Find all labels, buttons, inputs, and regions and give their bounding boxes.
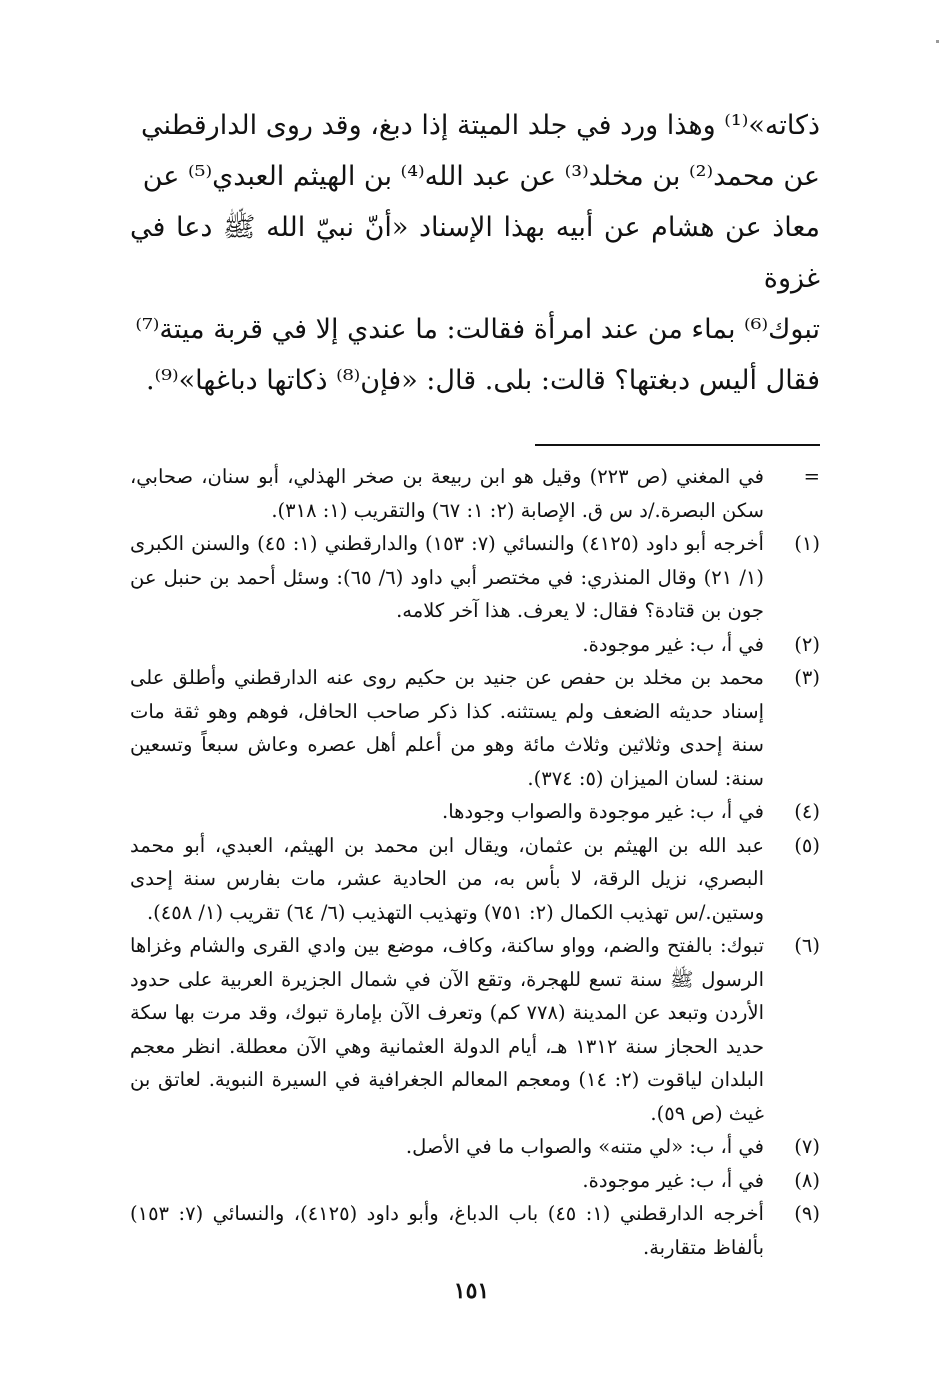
book-page [130,100,820,1350]
footnote-9 [130,1197,820,1264]
footnote-text: في أ، ب: غير موجودة. [582,632,764,656]
main-line: معاذ عن هشام عن أبيه بهذا الإسناد «أنّ نبيّ الله ﷺ دعا في غزوة [130,212,820,294]
footnote-4 [130,795,820,829]
footnote-number: (٦) [794,934,820,957]
footnote-5 [130,829,820,930]
footnote-1 [130,527,820,628]
footnote-text: في أ، ب: «لي متنه» والصواب ما في الأصل. [405,1135,764,1158]
main-line: عن محمد⁽²⁾ بن مخلد⁽³⁾ عن عبد الله⁽⁴⁾ بن الهيثم العبدي⁽⁵⁾ عن [142,161,820,192]
main-line: ذكاته»⁽¹⁾ وهذا ورد في جلد الميتة إذا دبغ، وقد روى الدارقطني [140,110,820,141]
footnote-6 [130,929,820,1130]
margin-mark [936,40,939,43]
footnote-text: في أ، ب: غير موجودة والصواب وجودها. [442,800,764,823]
footnote-7 [130,1130,820,1164]
footnote-8 [130,1164,820,1198]
footnote-number: (٤) [794,800,820,823]
footnote-number: = [803,465,820,488]
footnote-text: محمد بن مخلد بن حفص عن جنيد بن حكيم روى عنه الدارقطني وأطلق على إسناد حديثه الضعف ولم يستثنه. كذا ذكر صاحب الحافل، فوهم وهو ثقة مات سنة إحدى وثلاثين وثلاث مائة وهو من أعلم أهل عصره وعاش سبعاً وتسعين سنة: لسان الميزان (٥: ٣٧٤). [130,666,764,790]
main-line: فقال أليس دبغتها؟ قالت: بلى. قال: «فإن⁽⁸⁾ ذكاتها دباغها»⁽⁹⁾. [145,365,820,396]
footnote-text: أخرجه الدارقطني (١: ٤٥) باب الدباغ، وأبو داود (٤١٢٥)، والنسائي (٧: ١٥٣) بألفاظ متقاربة. [130,1202,764,1259]
main-line: تبوك⁽⁶⁾ بماء من عند امرأة فقالت: ما عندي إلا في قربة ميتة⁽⁷⁾ [135,314,820,345]
footnote-divider [535,444,820,446]
footnote-number: (٨) [794,1168,820,1192]
footnote-number: (٣) [794,666,820,689]
footnotes [130,460,820,1264]
footnote-continuation [130,460,820,527]
footnote-number: (٩) [794,1202,820,1225]
footnote-text: تبوك: بالفتح والضم، وواو ساكنة، وكاف، موضع بين وادي القرى والشام وغزاها الرسول ﷺ سنة تسع للهجرة، وتقع الآن في شمال الجزيرة العربية على حدود الأردن وتبعد عن المدينة (٧٧٨ كم) وتعرف الآن بإمارة تبوك، وقد مرت بها سكة حديد الحجاز سنة ١٣١٢ هـ، أيام الدولة العثمانية وهي الآن معطلة. انظر معجم البلدان لياقوت (٢: ١٤) ومعجم المعالم الجغرافية في السيرة النبوية. لعاتق بن غيث (ص ٥٩). [130,934,764,1125]
footnote-number: (٧) [794,1135,820,1158]
footnote-text: أخرجه أبو داود (٤١٢٥) والنسائي (٧: ١٥٣) والدارقطني (١: ٤٥) والسنن الكبرى (١/ ٢١) وقال المنذري: في مختصر أبي داود (٦/ ٦٥): وسئل أحمد بن حنبل عن جون بن قتادة؟ فقال: لا يعرف. هذا آخر كلامه. [130,532,764,622]
footnote-text: في أ، ب: غير موجودة. [582,1168,764,1192]
main-text [130,100,820,406]
footnote-number: (٢) [794,632,820,656]
footnote-number: (١) [794,532,820,555]
page-number: ١٥١ [453,1278,490,1304]
footnote-text: في المغني (ص ٢٢٣) وقيل هو ابن ربيعة بن صخر الهذلي، أبو سنان، صحابي، سكن البصرة./د س ق. الإصابة (٢: ١: ٦٧) والتقريب (١: ٣١٨). [130,465,765,522]
footnote-2 [130,628,820,662]
footnote-number: (٥) [794,833,820,857]
footnote-3 [130,661,820,795]
footnote-text: عبد الله بن الهيثم بن عثمان، ويقال ابن محمد بن الهيثم، العبدي، أبو محمد البصري، نزيل الرقة، لا بأس به، من الحادية عشر، مات بفارس سنة إحدى وستين./س تهذيب الكمال (٢: ٧٥١) وتهذيب التهذيب (٦/ ٦٤) تقريب (١/ ٤٥٨). [130,833,764,924]
